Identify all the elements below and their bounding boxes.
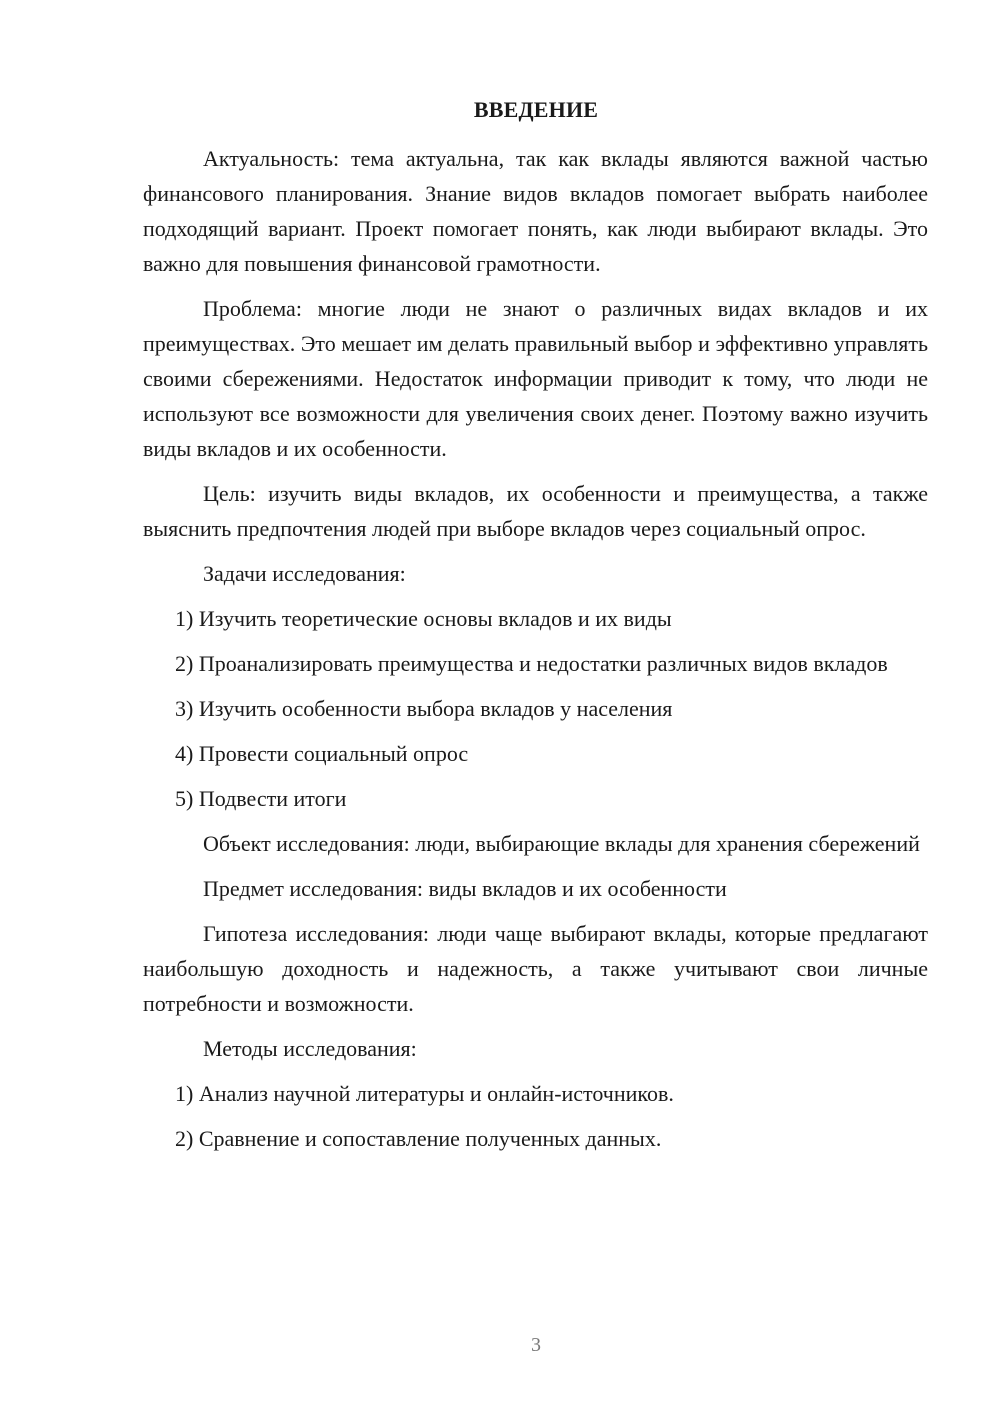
method-item-2: 2) Сравнение и сопоставление полученных данных. [175,1126,662,1151]
task-item-2: 2) Проанализировать преимущества и недостатки различных видов вкладов [175,651,888,676]
task-item-5: 5) Подвести итоги [175,786,347,811]
method-item-1: 1) Анализ научной литературы и онлайн-источников. [175,1081,674,1106]
task-item-4: 4) Провести социальный опрос [175,741,469,766]
task-item-3: 3) Изучить особенности выбора вкладов у населения [175,696,673,721]
subject-paragraph: Предмет исследования: виды вкладов и их особенности [203,876,727,901]
goal-paragraph: Цель: изучить виды вкладов, их особенности и преимущества, а также выяснить предпочтения людей при выборе вкладов через социальный опрос. [143,481,928,541]
methods-heading: Методы исследования: [203,1036,417,1061]
problem-paragraph: Проблема: многие люди не знают о различных видах вкладов и их преимуществах. Это мешает им делать правильный выбор и эффективно управлять своими сбережениями. Недостаток информации приводит к тому, что люди не используют все возможности для увеличения своих денег. Поэтому важно изучить виды вкладов и их особенности. [143,296,928,461]
object-paragraph: Объект исследования: люди, выбирающие вклады для хранения сбережений [203,831,920,856]
page-number: 3 [531,1334,541,1356]
task-item-1: 1) Изучить теоретические основы вкладов и их виды [175,606,672,631]
relevance-paragraph: Актуальность: тема актуальна, так как вклады являются важной частью финансового планирования. Знание видов вкладов помогает выбрать наиболее подходящий вариант. Проект помогает понять, как люди выбирают вклады. Это важно для повышения финансовой грамотности. [143,146,928,276]
hypothesis-paragraph: Гипотеза исследования: люди чаще выбирают вклады, которые предлагают наибольшую доходность и надежность, а также учитывают свои личные потребности и возможности. [143,921,928,1016]
document-body [143,141,928,1166]
page-title: ВВЕДЕНИЕ [473,97,599,122]
tasks-heading: Задачи исследования: [203,561,406,586]
